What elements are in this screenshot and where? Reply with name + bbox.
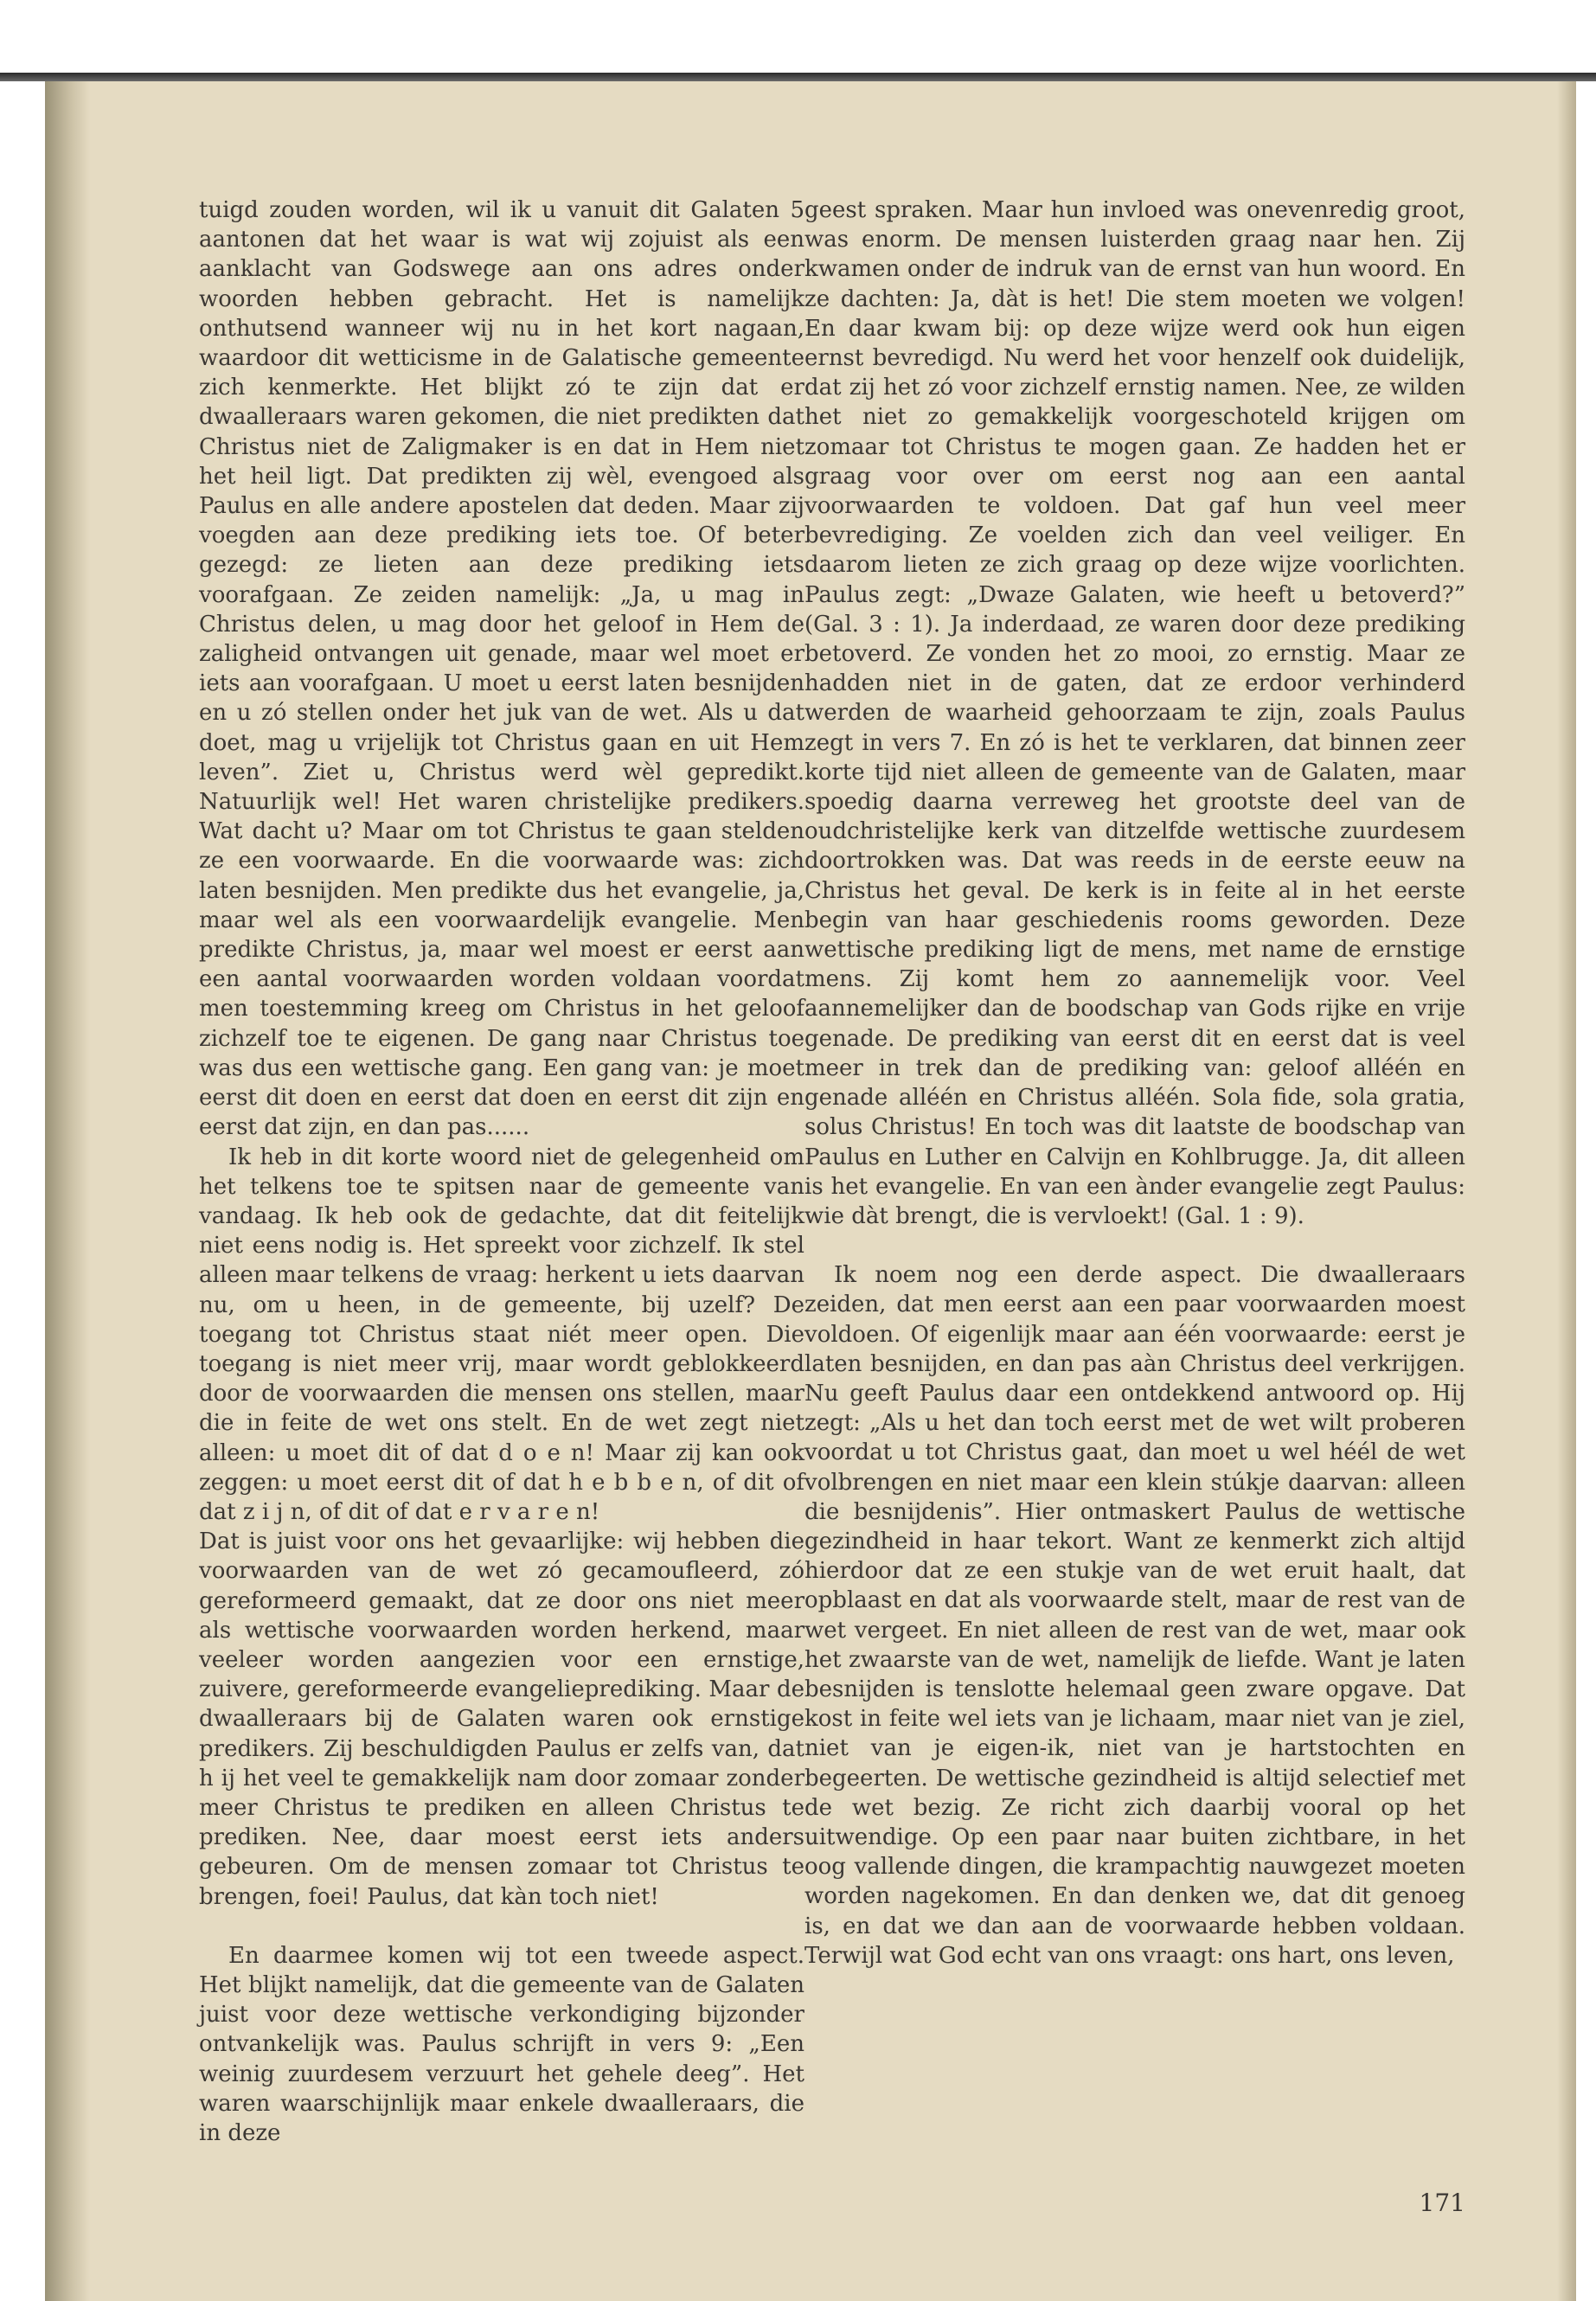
page-number: 171 [1419, 2189, 1465, 2217]
right-paragraph-1: geest spraken. Maar hun invloed was onevenredig groot, was enorm. De mensen luisterden graag naar hen. Zij kwamen onder de indruk van de ernst van hun woord. En ze dachten: Ja, dàt is het! Die stem moeten we volgen! En daar kwam bij: op deze wijze werd ook hun eigen ernst bevredigd. Nu werd het voor henzelf ook duidelijk, dat zij het zó voor zichzelf ernstig namen. Nee, ze wilden het niet zo gemakkelijk voorgeschoteld krijgen om zomaar tot Christus te mogen gaan. Ze hadden het er graag voor over om eerst nog aan een aantal voorwaarden te voldoen. Dat gaf hun veel meer bevrediging. Ze voelden zich dan veel veiliger. En daarom lieten ze zich graag op deze wijze voorlichten. Paulus zegt: „Dwaze Galaten, wie heeft u betoverd?” (Gal. 3 : 1). Ja inderdaad, ze waren door deze prediking betoverd. Ze vonden het zo mooi, zo ernstig. Maar ze hadden niet in de gaten, dat ze erdoor verhinderd werden de waarheid gehoorzaam te zijn, zoals Paulus zegt in vers 7. En zó is het te verklaren, dat binnen zeer korte tijd niet alleen de gemeente van de Galaten, maar spoedig daarna verreweg het grootste deel van de oudchristelijke kerk van ditzelfde wettische zuurdesem doortrokken was. Dat was reeds in de eerste eeuw na Christus het geval. De kerk is in feite al in het eerste begin van haar geschiedenis rooms geworden. Deze wettische prediking ligt de mens, met name de ernstige mens. Zij komt hem zo aannemelijk voor. Veel aannemelijker dan de boodschap van Gods rijke en vrije genade. De prediking van eerst dit en eerst dat is veel meer in trek dan de prediking van: geloof alléén en genade alléén en Christus alléén. Sola fide, sola gratia, solus Christus! En toch was dit laatste de boodschap van Paulus en Luther en Calvijn en Kohlbrugge. Ja, dit alleen is het evangelie. En van een ànder evangelie zegt Paulus: wie dàt brengt, die is vervloekt! (Gal. 1 : 9). [804, 197, 1465, 1229]
right-column [804, 195, 1465, 1971]
left-paragraph-2: Ik heb in dit korte woord niet de gelegenheid om het telkens toe te spitsen naar de gemeente van vandaag. Ik heb ook de gedachte, dat dit feitelijk niet eens nodig is. Het spreekt voor zichzelf. Ik stel alleen maar telkens de vraag: herkent u iets daarvan nu, om u heen, in de gemeente, bij uzelf? De toegang tot Christus staat niét meer open. Die toegang is niet meer vrij, maar wordt geblokkeerd door de voorwaarden die mensen ons stellen, maar die in feite de wet ons stelt. En de wet zegt niet alleen: u moet dit of dat d o e n! Maar zij kan ook zeggen: u moet eerst dit of dat h e b b e n, of dit of dat z i j n, of dit of dat e r v a r e n! [199, 1144, 804, 1525]
left-paragraph-1: tuigd zouden worden, wil ik u vanuit dit Galaten 5 aantonen dat het waar is wat wij zojuist als een aanklacht van Godswege aan ons adres onder woorden hebben gebracht. Het is namelijk onthutsend wanneer wij nu in het kort nagaan, waardoor dit wetticisme in de Galatische gemeente zich kenmerkte. Het blijkt zó te zijn dat er dwaalleraars waren gekomen, die niet predikten dat Christus niet de Zaligmaker is en dat in Hem niet het heil ligt. Dat predikten zij wèl, evengoed als Paulus en alle andere apostelen dat deden. Maar zij voegden aan deze prediking iets toe. Of beter gezegd: ze lieten aan deze prediking iets voorafgaan. Ze zeiden namelijk: „Ja, u mag in Christus delen, u mag door het geloof in Hem de zaligheid ontvangen uit genade, maar wel moet er iets aan voorafgaan. U moet u eerst laten besnijden en u zó stellen onder het juk van de wet. Als u dat doet, mag u vrijelijk tot Christus gaan en uit Hem leven”. Ziet u, Christus werd wèl gepredikt. Natuurlijk wel! Het waren christelijke predikers. Wat dacht u? Maar om tot Christus te gaan stelden ze een voorwaarde. En die voorwaarde was: zich laten besnijden. Men predikte dus het evangelie, ja, maar wel als een voorwaardelijk evangelie. Men predikte Christus, ja, maar wel moest er eerst aan een aantal voorwaarden worden voldaan voordat men toestemming kreeg om Christus in het geloof zichzelf toe te eigenen. De gang naar Christus toe was dus een wettische gang. Een gang van: je moet eerst dit doen en eerst dat doen en eerst dit zijn en eerst dat zijn, en dan pas...... [199, 197, 804, 1141]
left-column [199, 195, 804, 2148]
scan-top-band [0, 0, 1596, 80]
left-paragraph-4: En daarmee komen wij tot een tweede aspect. Het blijkt namelijk, dat die gemeente van de Galaten juist voor deze wettische verkondiging bijzonder ontvankelijk was. Paulus schrijft in vers 9: „Een weinig zuurdesem verzuurt het gehele deeg”. Het waren waarschijnlijk maar enkele dwaalleraars, die in deze [199, 1942, 804, 2146]
book-page [45, 81, 1576, 2301]
right-paragraph-2: Ik noem nog een derde aspect. Die dwaalleraars zeiden, dat men eerst aan een paar voorwaarden moest voldoen. Of eigenlijk maar aan één voorwaarde: eerst je laten besnijden, en dan pas aàn Christus deel verkrijgen. Nu geeft Paulus daar een ontdekkend antwoord op. Hij zegt: „Als u het dan toch eerst met de wet wilt proberen voordat u tot Christus gaat, dan moet u wel héél de wet volbrengen en niet maar een klein stúkje daarvan: alleen die besnijdenis”. Hier ontmaskert Paulus de wettische gezindheid in haar tekort. Want ze kenmerkt zich altijd hierdoor dat ze een stukje van de wet eruit haalt, dat opblaast en dat als voorwaarde stelt, maar de rest van de wet vergeet. En niet alleen de rest van de wet, maar ook het zwaarste van de wet, namelijk de liefde. Want je laten besnijden is tenslotte helemaal geen zware opgave. Dat kost in feite wel iets van je lichaam, maar niet van je ziel, niet van je eigen-ik, niet van je hartstochten en begeerten. De wettische gezindheid is altijd selectief met de wet bezig. Ze richt zich daarbij vooral op het uitwendige. Op een paar naar buiten zichtbare, in het oog vallende dingen, die krampachtig nauwgezet moeten worden nagekomen. En dan denken we, dat dit genoeg is, en dat we dan aan de voorwaarde hebben voldaan. Terwijl wat God echt van ons vraagt: ons hart, ons leven, [804, 1262, 1465, 1969]
page-edge-shadow [1557, 81, 1576, 2301]
page-binding-shadow [45, 81, 90, 2301]
left-paragraph-3: Dat is juist voor ons het gevaarlijke: wij hebben die voorwaarden van de wet zó gecamoufleerd, zó gereformeerd gemaakt, dat ze door ons niet meer als wettische voorwaarden worden herkend, maar veeleer worden aangezien voor een ernstige, zuivere, gereformeerde evangelieprediking. Maar de dwaalleraars bij de Galaten waren ook ernstige predikers. Zij beschuldigden Paulus er zelfs van, dat h ij het veel te gemakkelijk nam door zomaar zonder meer Christus te prediken en alleen Christus te prediken. Nee, daar moest eerst iets anders gebeuren. Om de mensen zomaar tot Christus te brengen, foei! Paulus, dat kàn toch niet! [199, 1529, 804, 1910]
